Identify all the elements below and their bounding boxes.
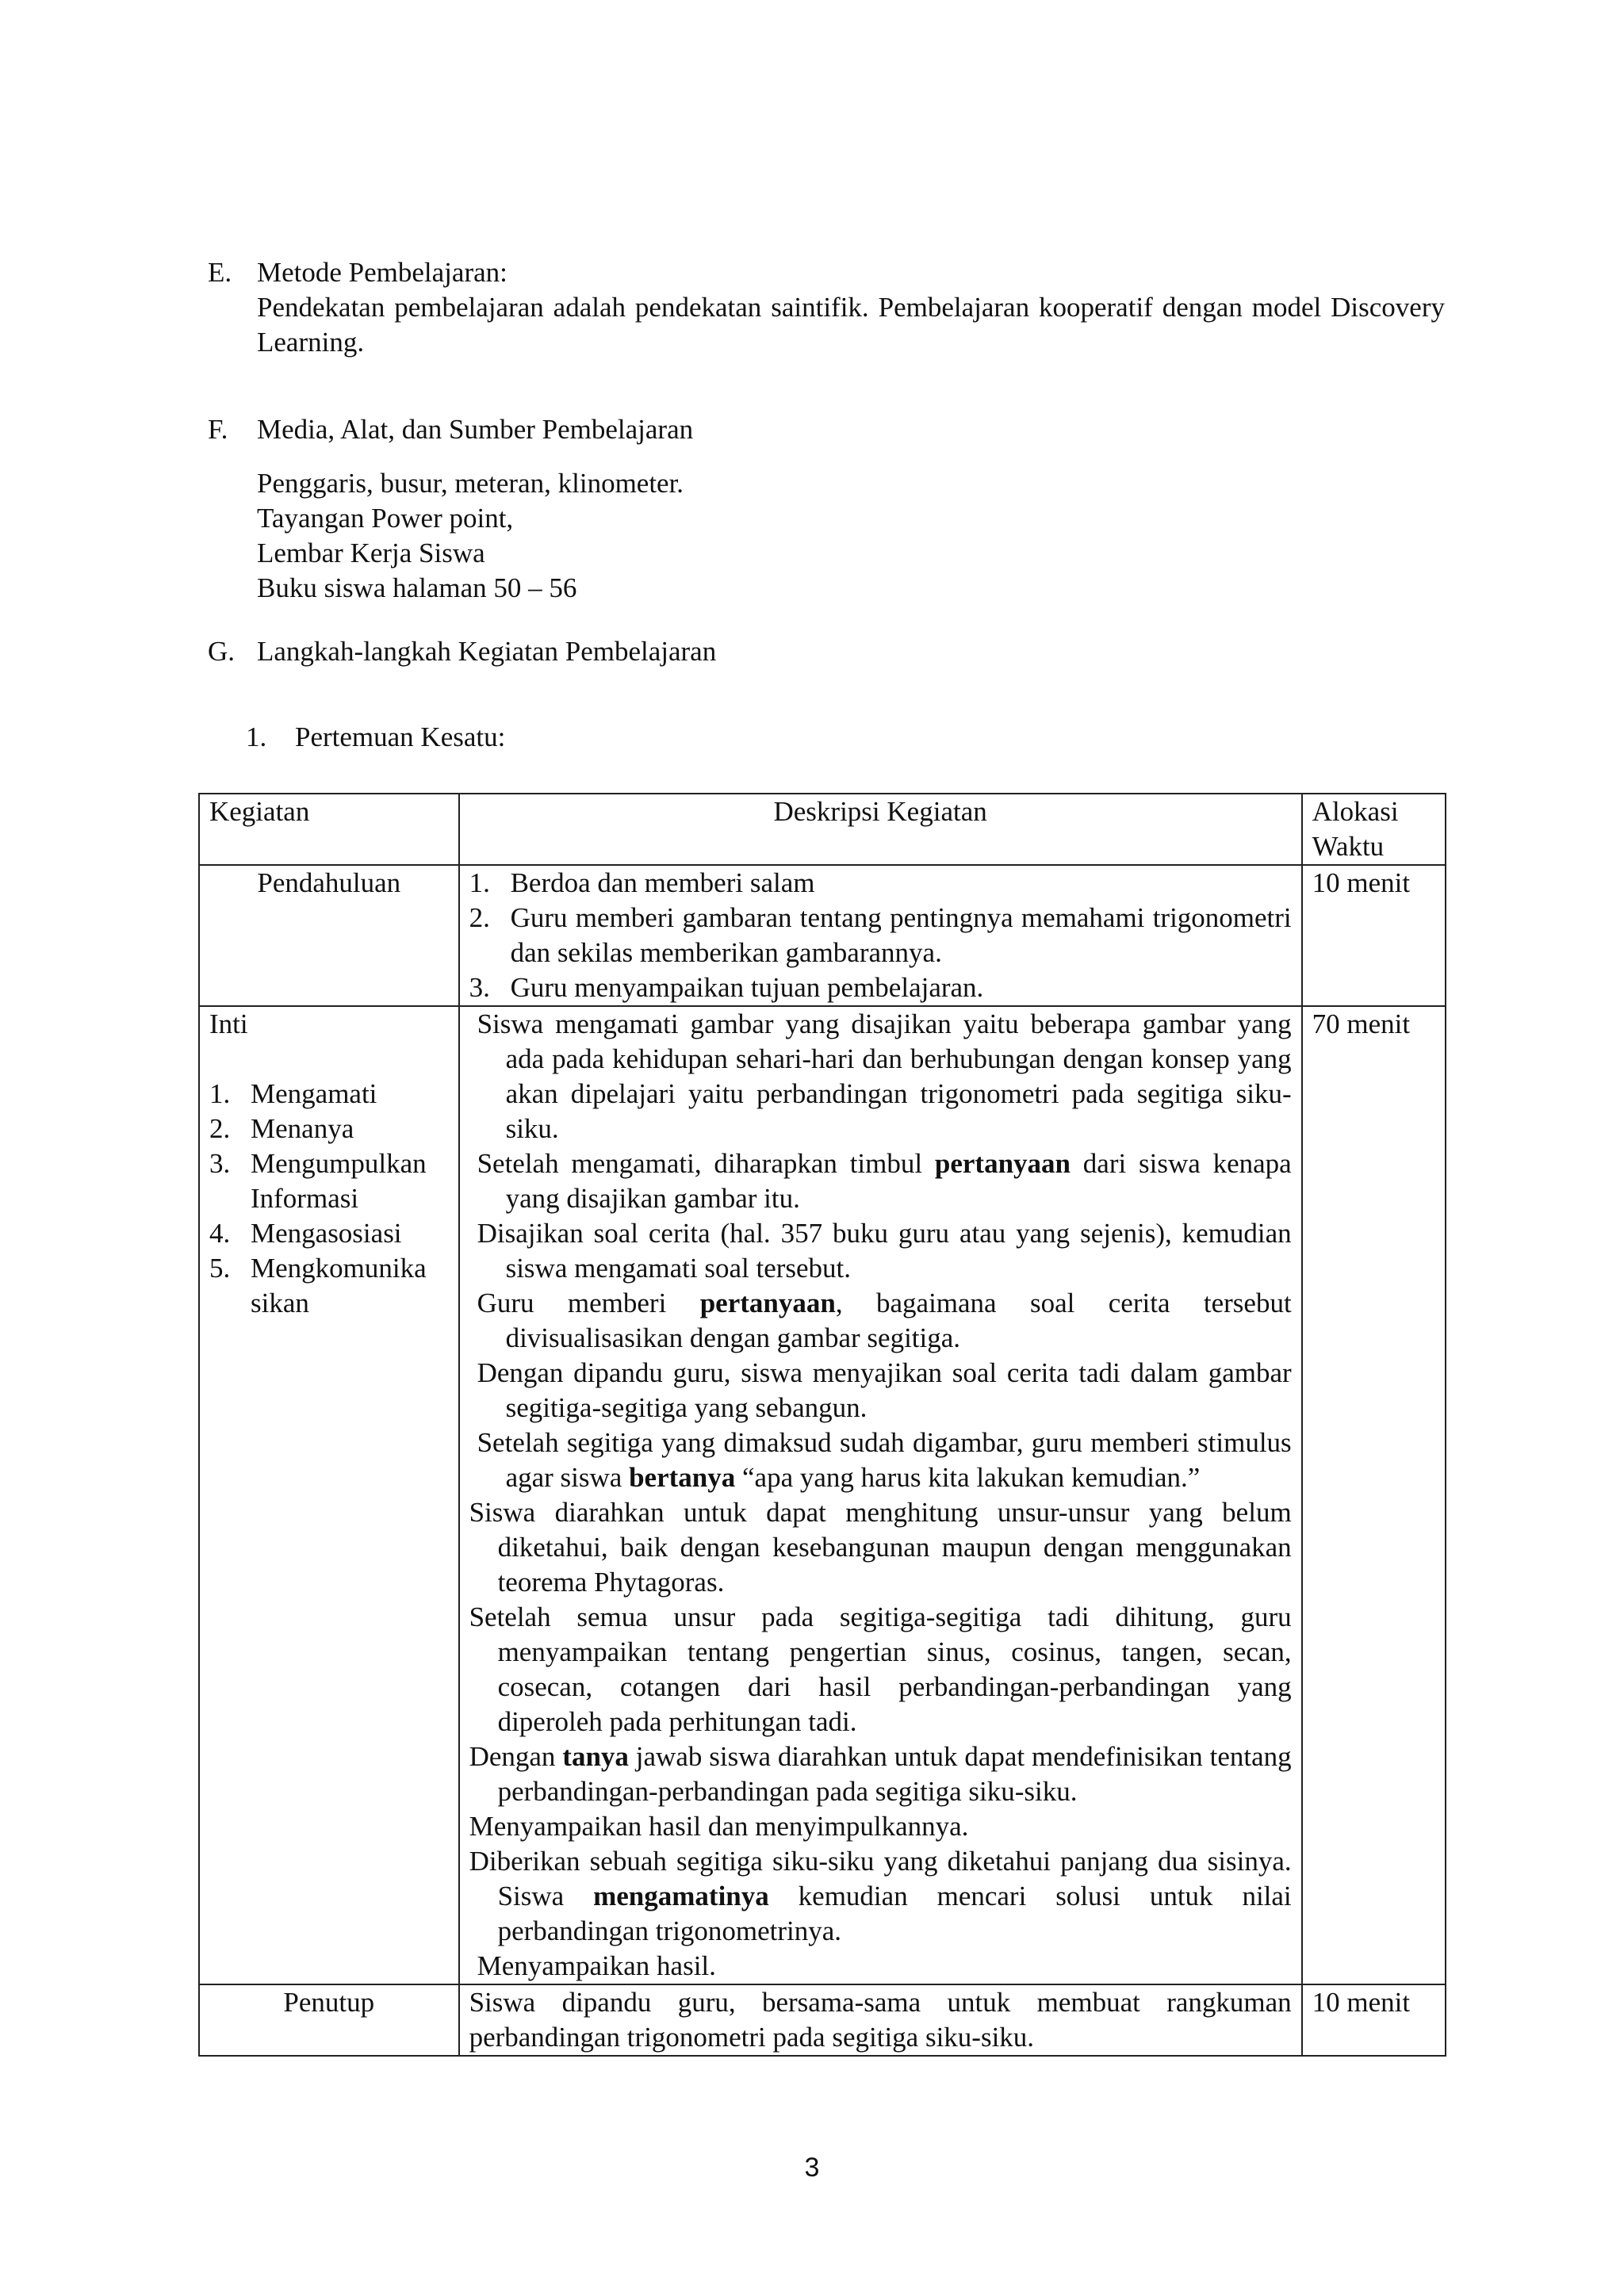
section-e [208,255,1445,360]
step-item [209,1112,449,1146]
inti-paragraph: Setelah semua unsur pada segitiga-segitiga tadi dihitung, guru menyampaikan tentang pengertian sinus, cosinus, tangen, secan, cosecan, cotangen dari hasil perbandingan-perbandingan yang diperoleh pada perhitungan tadi. [469,1601,1292,1737]
item-text: Berdoa dan memberi salam [510,867,815,898]
activity-table [198,793,1446,2057]
item-text: Guru memberi gambaran tentang pentingnya memahami trigonometri dan sekilas memberikan gambarannya. [510,902,1292,968]
media-item: Buku siswa halaman 50 – 56 [257,572,577,603]
section-f-list [257,466,1445,606]
section-g-letter: G. [208,636,236,667]
pendahuluan-label: Pendahuluan [199,865,459,1006]
inti-paragraph: Siswa diarahkan untuk dapat menghitung unsur-unsur yang belum diketahui, baik dengan kesebangunan maupun dengan menggunakan teorema Phytagoras. [469,1497,1292,1598]
step-text: Menanya [251,1113,354,1144]
step-text: Mengasosiasi [251,1218,402,1249]
inti-description [459,1006,1302,1984]
inti-paragraph: Diberikan sebuah segitiga siku-siku yang diketahui panjang dua sisinya. Siswa mengamatinya kemudian mencari solusi untuk nilai perbandingan trigonometrinya. [469,1846,1292,1946]
header-kegiatan: Kegiatan [199,794,459,865]
section-e-body: Pendekatan pembelajaran adalah pendekatan saintifik. Pembelajaran kooperatif dengan model Discovery Learning. [257,292,1445,358]
inti-paragraph: Setelah segitiga yang dimaksud sudah digambar, guru memberi stimulus agar siswa bertanya “apa yang harus kita lakukan kemudian.” [477,1427,1292,1493]
meeting-number: 1. [246,721,267,752]
step-item [209,1251,449,1321]
list-item [469,901,1292,970]
inti-paragraph: Disajikan soal cerita (hal. 357 buku guru atau yang sejenis), kemudian siswa mengamati soal tersebut. [477,1218,1292,1284]
item-number: 2. [469,902,490,933]
table-header-row [199,794,1446,865]
step-text: Mengamati [251,1078,377,1109]
inti-steps [209,1077,449,1321]
table-row-pendahuluan [199,865,1446,1006]
section-g-title: Langkah-langkah Kegiatan Pembelajaran [257,636,717,667]
table-row-penutup [199,1984,1446,2056]
section-f-letter: F. [208,414,228,445]
table-row-inti [199,1006,1446,1984]
step-item [209,1216,449,1251]
step-number: 4. [209,1218,231,1249]
inti-cell [199,1006,459,1984]
step-number: 3. [209,1148,231,1179]
step-number: 1. [209,1078,231,1109]
item-number: 3. [469,972,490,1003]
inti-paragraph: Menyampaikan hasil dan menyimpulkannya. [469,1811,969,1842]
step-text: Mengkomunika sikan [251,1253,427,1318]
media-item: Tayangan Power point, [257,503,514,534]
media-item: Penggaris, busur, meteran, klinometer. [257,468,684,499]
pendahuluan-description [459,865,1302,1006]
section-e-heading [208,255,1445,290]
header-alokasi: Alokasi Waktu [1302,794,1446,865]
section-g-heading [208,634,1445,669]
item-number: 1. [469,867,490,898]
step-item [209,1146,449,1216]
item-text: Guru menyampaikan tujuan pembelajaran. [510,972,984,1003]
penutup-label: Penutup [199,1984,459,2056]
inti-label: Inti [209,1008,248,1039]
meeting-title: Pertemuan Kesatu: [295,721,506,752]
section-f-title: Media, Alat, dan Sumber Pembelajaran [257,414,694,445]
section-e-title: Metode Pembelajaran: [257,257,508,288]
list-item [469,970,1292,1005]
step-text: Mengumpulkan Informasi [251,1148,427,1214]
header-deskripsi: Deskripsi Kegiatan [459,794,1302,865]
section-g [208,634,1445,669]
inti-paragraph: Siswa mengamati gambar yang disajikan yaitu beberapa gambar yang ada pada kehidupan sehari-hari dan berhubungan dengan konsep yang akan dipelajari yaitu perbandingan trigonometri pada segitiga siku-siku. [477,1008,1292,1144]
inti-paragraph: Menyampaikan hasil. [477,1950,716,1981]
section-f [208,412,1445,606]
section-f-heading [208,412,1445,447]
step-number: 2. [209,1113,231,1144]
step-item [209,1077,449,1112]
inti-paragraph: Dengan tanya jawab siswa diarahkan untuk dapat mendefinisikan tentang perbandingan-perbandingan pada segitiga siku-siku. [469,1741,1292,1807]
penutup-time: 10 menit [1302,1984,1446,2056]
section-e-letter: E. [208,257,232,288]
inti-paragraph: Guru memberi pertanyaan, bagaimana soal cerita tersebut divisualisasikan dengan gambar segitiga. [477,1288,1292,1353]
inti-time: 70 menit [1302,1006,1446,1984]
page-number: 3 [804,2152,820,2183]
inti-paragraph: Setelah mengamati, diharapkan timbul pertanyaan dari siswa kenapa yang disajikan gambar itu. [477,1148,1292,1214]
step-number: 5. [209,1253,231,1284]
inti-paragraph: Dengan dipandu guru, siswa menyajikan soal cerita tadi dalam gambar segitiga-segitiga yang sebangun. [477,1357,1292,1423]
media-item: Lembar Kerja Siswa [257,538,485,568]
pendahuluan-list [469,866,1292,1005]
penutup-description: Siswa dipandu guru, bersama-sama untuk membuat rangkuman perbandingan trigonometri pada segitiga siku-siku. [459,1984,1302,2056]
pendahuluan-time: 10 menit [1302,865,1446,1006]
list-item [469,866,1292,901]
